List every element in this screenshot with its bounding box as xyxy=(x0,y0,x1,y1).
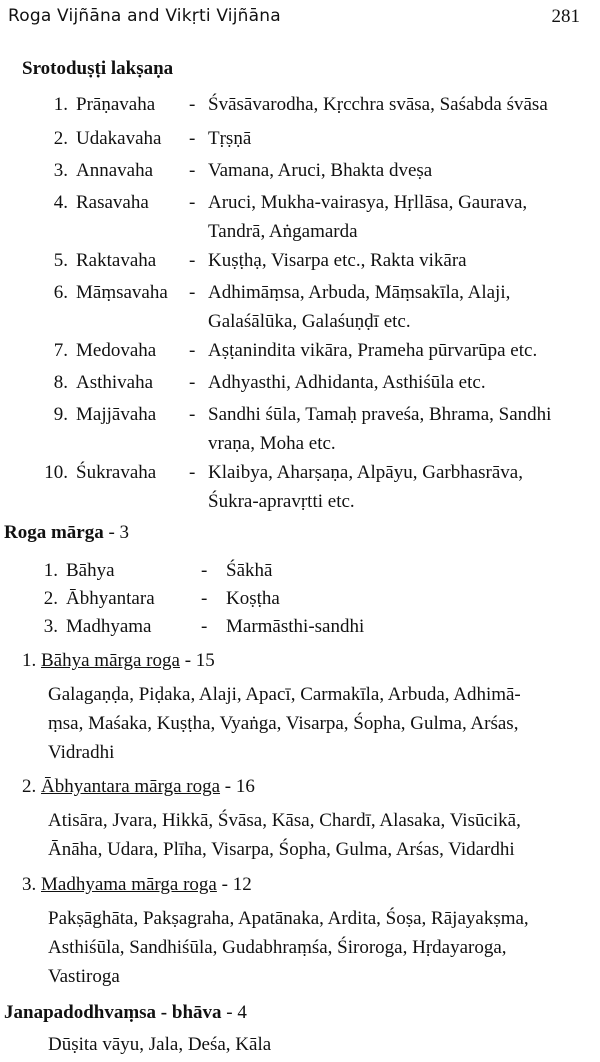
roga-marga-name: Bāhya xyxy=(66,560,115,581)
sroto-item xyxy=(0,188,600,246)
sroto-item-value: Aruci, Mukha-vairasya, Hṛllāsa, Gaurava, xyxy=(208,192,528,213)
sroto-item-value: Adhyasthi, Adhidanta, Asthiśūla etc. xyxy=(208,372,486,393)
sroto-item-dash: - xyxy=(189,128,196,149)
running-title: Roga Vijñāna and Vikṛti Vijñāna xyxy=(8,6,281,26)
sroto-item-value: Kuṣṭhạ, Visarpa etc., Rakta vikāra xyxy=(208,250,467,271)
sroto-item-name: Māṃsavaha xyxy=(76,282,168,303)
sroto-item-dash: - xyxy=(189,404,196,425)
roga-marga-count: - 3 xyxy=(103,522,130,543)
sroto-item-number: 1. xyxy=(53,94,68,115)
sroto-item-dash: - xyxy=(189,94,196,115)
marga-roga-title xyxy=(22,646,215,675)
marga-roga-line: Vastiroga xyxy=(48,966,120,987)
sroto-item-value: Aṣṭanindita vikāra, Prameha pūrvarūpa etc. xyxy=(208,340,538,361)
marga-roga-line: Atisāra, Jvara, Hikkā, Śvāsa, Kāsa, Chardī, Alasaka, Visūcikā, xyxy=(48,810,521,831)
roga-marga-number: 2. xyxy=(43,588,58,609)
sroto-item-value: Sandhi śūla, Tamaḥ praveśa, Bhrama, Sandhi xyxy=(208,404,552,425)
janapada-count: - 4 xyxy=(221,1002,247,1023)
janapada-heading-text: Janapadodhvaṃsa - bhāva xyxy=(4,1002,222,1023)
roga-marga-heading xyxy=(4,522,129,544)
marga-roga-line: Galagaṇḍa, Piḍaka, Alaji, Apacī, Carmakīla, Arbuda, Adhimā- xyxy=(48,684,521,705)
roga-marga-value: Koṣṭha xyxy=(226,588,280,609)
sroto-item-dash: - xyxy=(189,282,196,303)
sroto-item-name: Śukravaha xyxy=(76,462,157,483)
marga-roga-number: 1. xyxy=(22,650,41,671)
roga-marga-number: 3. xyxy=(43,616,58,637)
sroto-item-number: 8. xyxy=(53,372,68,393)
sroto-item-name: Asthivaha xyxy=(76,372,154,393)
page-number: 281 xyxy=(551,6,580,27)
sroto-item xyxy=(0,458,600,516)
marga-roga-line: ṃsa, Maśaka, Kuṣṭha, Vyaṅga, Visarpa, Śopha, Gulma, Arśas, xyxy=(48,713,519,734)
sroto-item-dash: - xyxy=(189,340,196,361)
sroto-item xyxy=(0,246,600,275)
running-header xyxy=(8,6,580,34)
sroto-item-name: Prāṇavaha xyxy=(76,94,156,115)
sroto-item-number: 3. xyxy=(53,160,68,181)
sroto-item xyxy=(0,278,600,336)
sroto-item xyxy=(0,368,600,397)
roga-marga-name: Ābhyantara xyxy=(66,588,155,609)
sroto-item-number: 5. xyxy=(53,250,68,271)
sroto-item-value: Klaibya, Aharṣaṇa, Alpāyu, Garbhasrāva, xyxy=(208,462,523,483)
sroto-item-number: 4. xyxy=(53,192,68,213)
marga-roga-line: Asthiśūla, Sandhiśūla, Gudabhraṃśa, Śiroroga, Hṛdayaroga, xyxy=(48,937,507,958)
sroto-item xyxy=(0,90,600,119)
sroto-item-dash: - xyxy=(189,192,196,213)
sroto-item-dash: - xyxy=(189,372,196,393)
roga-marga-dash: - xyxy=(201,616,208,637)
roga-marga-item xyxy=(0,556,600,585)
sroto-item-dash: - xyxy=(189,160,196,181)
marga-roga-number: 2. xyxy=(22,776,41,797)
sroto-item-value: Śvāsāvarodha, Kṛcchra svāsa, Saśabda śvāsa xyxy=(208,94,548,115)
marga-roga-count: - 15 xyxy=(179,650,215,671)
marga-roga-line: Vidradhi xyxy=(48,742,115,763)
marga-roga-count: - 16 xyxy=(220,776,255,797)
marga-roga-number: 3. xyxy=(22,874,41,895)
sroto-item xyxy=(0,156,600,185)
sroto-item-number: 2. xyxy=(53,128,68,149)
sroto-item-value: Tṛṣṇā xyxy=(208,128,252,149)
sroto-item-name: Rasavaha xyxy=(76,192,149,213)
sroto-item xyxy=(0,400,600,458)
marga-roga-name: Madhyama mārga roga xyxy=(41,874,217,895)
sroto-item-value: Śukra-apravṛtti etc. xyxy=(208,491,355,512)
marga-roga-title xyxy=(22,772,255,801)
sroto-item-name: Raktavaha xyxy=(76,250,157,271)
marga-roga-line: Ānāha, Udara, Plīha, Visarpa, Śopha, Gulma, Arśas, Vidardhi xyxy=(48,839,515,860)
janapada-line: Dūṣita vāyu, Jala, Deśa, Kāla xyxy=(48,1034,272,1055)
roga-marga-item xyxy=(0,584,600,613)
srotodusti-heading: Srotoduṣṭi lakṣaṇa xyxy=(22,58,174,79)
sroto-item-value: Tandrā, Aṅgamarda xyxy=(208,221,358,242)
roga-marga-number: 1. xyxy=(43,560,58,581)
roga-marga-item xyxy=(0,612,600,641)
sroto-item-name: Udakavaha xyxy=(76,128,162,149)
sroto-item-name: Majjāvaha xyxy=(76,404,157,425)
marga-roga-title xyxy=(22,870,252,899)
roga-marga-heading-text: Roga mārga xyxy=(4,522,104,543)
janapada-heading xyxy=(4,1002,247,1024)
roga-marga-value: Śākhā xyxy=(226,560,273,581)
sroto-item xyxy=(0,124,600,153)
roga-marga-dash: - xyxy=(201,560,208,581)
sroto-item-number: 9. xyxy=(53,404,68,425)
roga-marga-dash: - xyxy=(201,588,208,609)
sroto-item xyxy=(0,336,600,365)
sroto-item-value: vraṇa, Moha etc. xyxy=(208,433,336,454)
marga-roga-name: Ābhyantara mārga roga xyxy=(41,776,221,797)
sroto-item-name: Annavaha xyxy=(76,160,154,181)
marga-roga-line: Pakṣāghāta, Pakṣagraha, Apatānaka, Ardita, Śoṣa, Rājayakṣma, xyxy=(48,908,529,929)
sroto-item-number: 6. xyxy=(53,282,68,303)
sroto-item-dash: - xyxy=(189,462,196,483)
sroto-item-name: Medovaha xyxy=(76,340,157,361)
sroto-item-number: 7. xyxy=(53,340,68,361)
sroto-item-value: Galaśālūka, Galaśuṇḍī etc. xyxy=(208,311,411,332)
roga-marga-value: Marmāsthi-sandhi xyxy=(226,616,365,637)
marga-roga-count: - 12 xyxy=(216,874,252,895)
marga-roga-name: Bāhya mārga roga xyxy=(41,650,180,671)
sroto-item-value: Adhimāṃsa, Arbuda, Māṃsakīla, Alaji, xyxy=(208,282,511,303)
roga-marga-name: Madhyama xyxy=(66,616,152,637)
sroto-item-number: 10. xyxy=(44,462,68,483)
sroto-item-dash: - xyxy=(189,250,196,271)
sroto-item-value: Vamana, Aruci, Bhakta dveṣa xyxy=(208,160,433,181)
